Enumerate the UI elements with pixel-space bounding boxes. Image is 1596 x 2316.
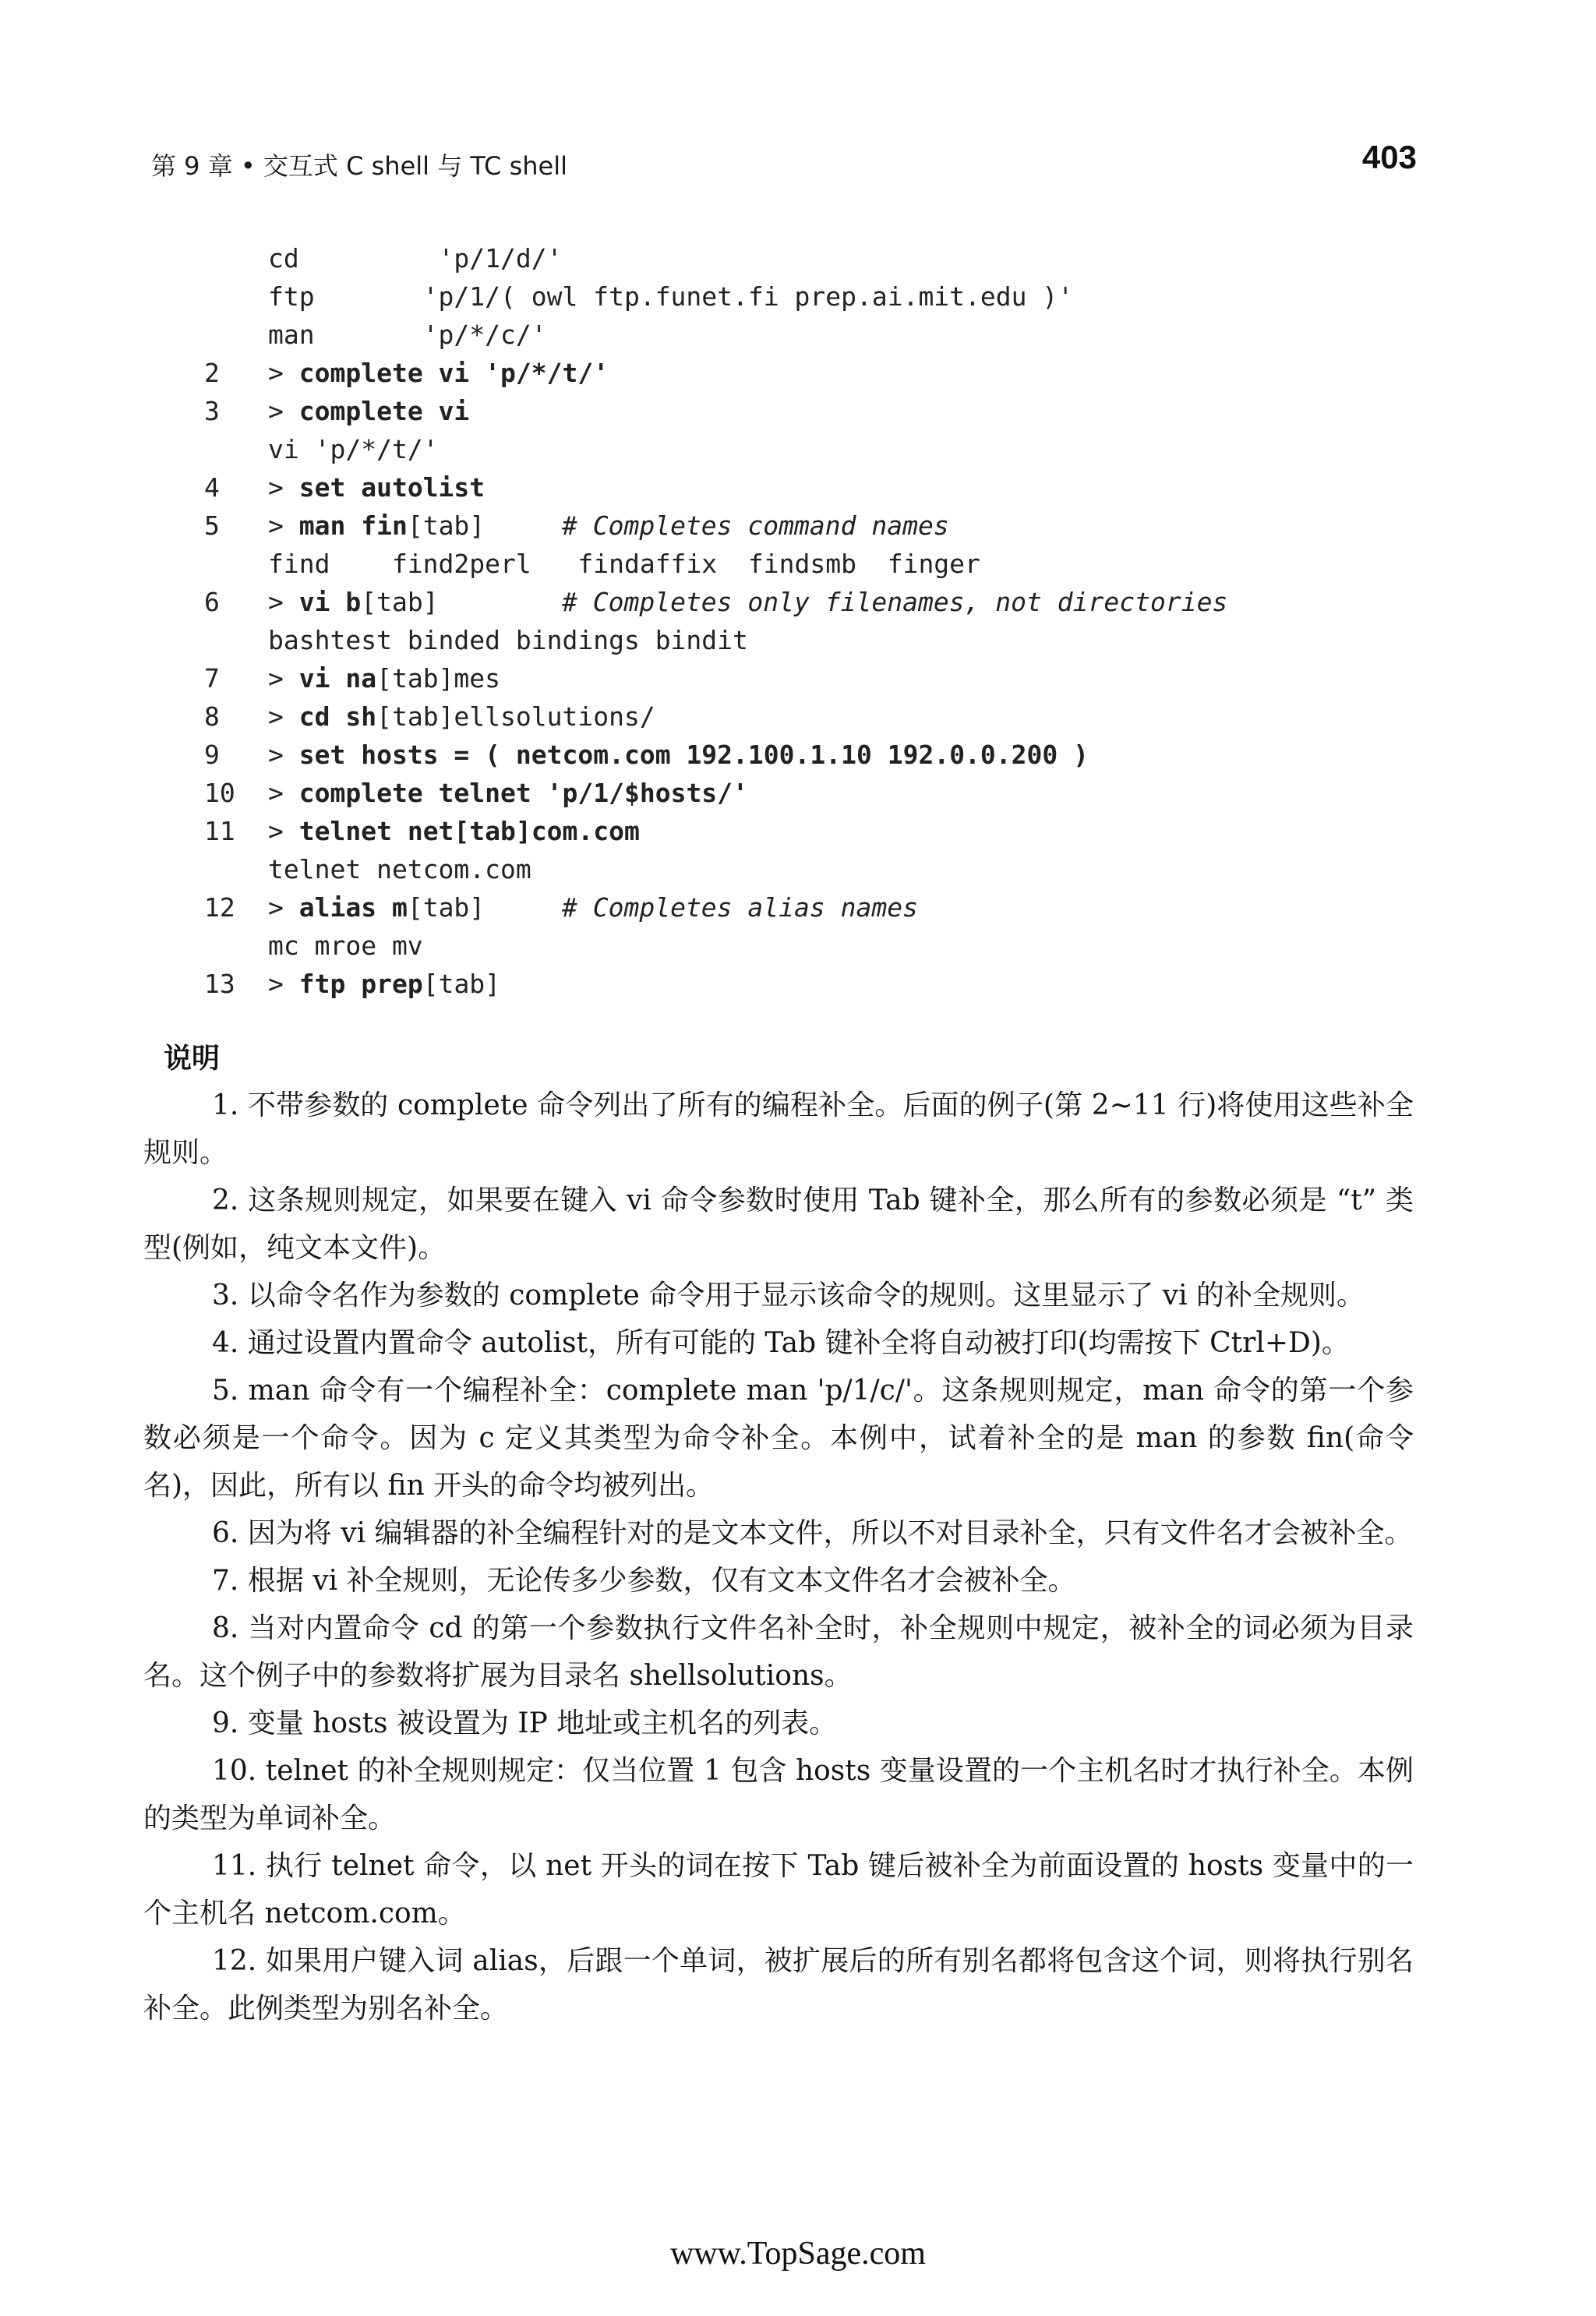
explanation-notes bbox=[143, 1082, 1414, 2032]
note-paragraph: 11. 执行 telnet 命令，以 net 开头的词在按下 Tab 键后被补全为前面设置的 hosts 变量中的一个主机名 netcom.com。 bbox=[143, 1850, 1414, 1929]
line-number: 2 bbox=[204, 358, 220, 388]
code-text: > vi na[tab]mes bbox=[268, 663, 501, 694]
page-number: 403 bbox=[1361, 139, 1417, 175]
line-number: 10 bbox=[204, 778, 235, 808]
line-number: 12 bbox=[204, 892, 235, 923]
code-line bbox=[204, 545, 1373, 583]
line-number: 8 bbox=[204, 701, 220, 732]
code-line bbox=[204, 697, 1373, 736]
code-text: > complete vi 'p/*/t/' bbox=[268, 358, 609, 388]
code-line bbox=[204, 354, 1373, 392]
code-line bbox=[204, 583, 1373, 621]
code-line bbox=[204, 239, 1373, 277]
code-line bbox=[204, 316, 1373, 354]
line-number: 3 bbox=[204, 396, 220, 426]
code-text: find find2perl findaffix findsmb finger bbox=[268, 549, 980, 579]
note-paragraph: 5. man 命令有一个编程补全：complete man 'p/1/c/'。这条规则规定，man 命令的第一个参数必须是一个命令。因为 c 定义其类型为命令补全。本例中，试着补全的是 man 的参数 fin(命令名)，因此，所有以 fin 开头的命令均被列出。 bbox=[143, 1375, 1414, 1502]
code-line bbox=[204, 927, 1373, 965]
note-paragraph: 3. 以命令名作为参数的 complete 命令用于显示该命令的规则。这里显示了 vi 的补全规则。 bbox=[212, 1280, 1365, 1312]
code-line bbox=[204, 850, 1373, 888]
code-text: > set autolist bbox=[268, 472, 486, 503]
code-text: cd 'p/1/d/' bbox=[268, 243, 563, 274]
note-paragraph: 7. 根据 vi 补全规则，无论传多少参数，仅有文本文件名才会被补全。 bbox=[212, 1565, 1076, 1597]
code-text: > set hosts = ( netcom.com 192.100.1.10 192.0.0.200 ) bbox=[268, 740, 1089, 770]
code-line bbox=[204, 965, 1373, 1003]
line-number: 4 bbox=[204, 472, 220, 503]
line-number: 6 bbox=[204, 587, 220, 617]
code-line bbox=[204, 430, 1373, 468]
code-text: > complete vi bbox=[268, 396, 470, 426]
code-line bbox=[204, 621, 1373, 659]
code-text: > alias m[tab] bbox=[268, 892, 486, 923]
line-number: 11 bbox=[204, 816, 235, 846]
note-paragraph: 9. 变量 hosts 被设置为 IP 地址或主机名的列表。 bbox=[212, 1707, 838, 1739]
code-text: ftp 'p/1/( owl ftp.funet.fi prep.ai.mit.edu )' bbox=[268, 281, 1074, 312]
code-text: mc mroe mv bbox=[268, 930, 423, 961]
code-text: > cd sh[tab]ellsolutions/ bbox=[268, 701, 655, 732]
code-comment: # Completes alias names bbox=[562, 892, 918, 923]
code-text: > man fin[tab] bbox=[268, 510, 486, 541]
code-text: bashtest binded bindings bindit bbox=[268, 625, 748, 655]
code-text: man 'p/*/c/' bbox=[268, 320, 547, 350]
code-text: > complete telnet 'p/1/$hosts/' bbox=[268, 778, 748, 808]
code-text: > telnet net[tab]com.com bbox=[268, 816, 640, 846]
code-line bbox=[204, 507, 1373, 545]
chapter-title: 第 9 章 • 交互式 C shell 与 TC shell bbox=[151, 151, 567, 181]
note-paragraph: 10. telnet 的补全规则规定：仅当位置 1 包含 hosts 变量设置的一个主机名时才执行补全。本例的类型为单词补全。 bbox=[143, 1755, 1414, 1834]
code-line bbox=[204, 277, 1373, 316]
line-number: 13 bbox=[204, 969, 235, 999]
code-line bbox=[204, 888, 1373, 927]
note-paragraph: 2. 这条规则规定，如果要在键入 vi 命令参数时使用 Tab 键补全，那么所有的参数必须是 “t” 类型(例如，纯文本文件)。 bbox=[143, 1184, 1414, 1264]
code-text: telnet netcom.com bbox=[268, 854, 531, 884]
note-paragraph: 6. 因为将 vi 编辑器的补全编程针对的是文本文件，所以不对目录补全，只有文件名才会被补全。 bbox=[212, 1517, 1413, 1549]
code-line bbox=[204, 736, 1373, 774]
code-line bbox=[204, 392, 1373, 430]
line-number: 7 bbox=[204, 663, 220, 694]
note-paragraph: 8. 当对内置命令 cd 的第一个参数执行文件名补全时，补全规则中规定，被补全的词必须为目录名。这个例子中的参数将扩展为目录名 shellsolutions。 bbox=[143, 1612, 1414, 1692]
code-line bbox=[204, 659, 1373, 697]
note-paragraph: 4. 通过设置内置命令 autolist，所有可能的 Tab 键补全将自动被打印(均需按下 Ctrl+D)。 bbox=[212, 1327, 1350, 1359]
line-number: 5 bbox=[204, 510, 220, 541]
footer-url: www.TopSage.com bbox=[670, 2236, 926, 2272]
code-comment: # Completes only filenames, not directories bbox=[562, 587, 1228, 617]
code-listing bbox=[204, 239, 1373, 1003]
code-line bbox=[204, 468, 1373, 507]
page-header bbox=[151, 139, 1417, 189]
code-line bbox=[204, 774, 1373, 812]
note-paragraph: 12. 如果用户键入词 alias，后跟一个单词，被扩展后的所有别名都将包含这个词，则将执行别名补全。此例类型为别名补全。 bbox=[143, 1945, 1414, 2025]
code-text: > ftp prep[tab] bbox=[268, 969, 501, 999]
code-comment: # Completes command names bbox=[562, 510, 949, 541]
code-text: vi 'p/*/t/' bbox=[268, 434, 439, 464]
section-title: 说明 bbox=[164, 1043, 221, 1075]
code-text: > vi b[tab] bbox=[268, 587, 439, 617]
code-line bbox=[204, 812, 1373, 850]
line-number: 9 bbox=[204, 740, 220, 770]
note-paragraph: 1. 不带参数的 complete 命令列出了所有的编程补全。后面的例子(第 2~11 行)将使用这些补全规则。 bbox=[143, 1089, 1414, 1169]
